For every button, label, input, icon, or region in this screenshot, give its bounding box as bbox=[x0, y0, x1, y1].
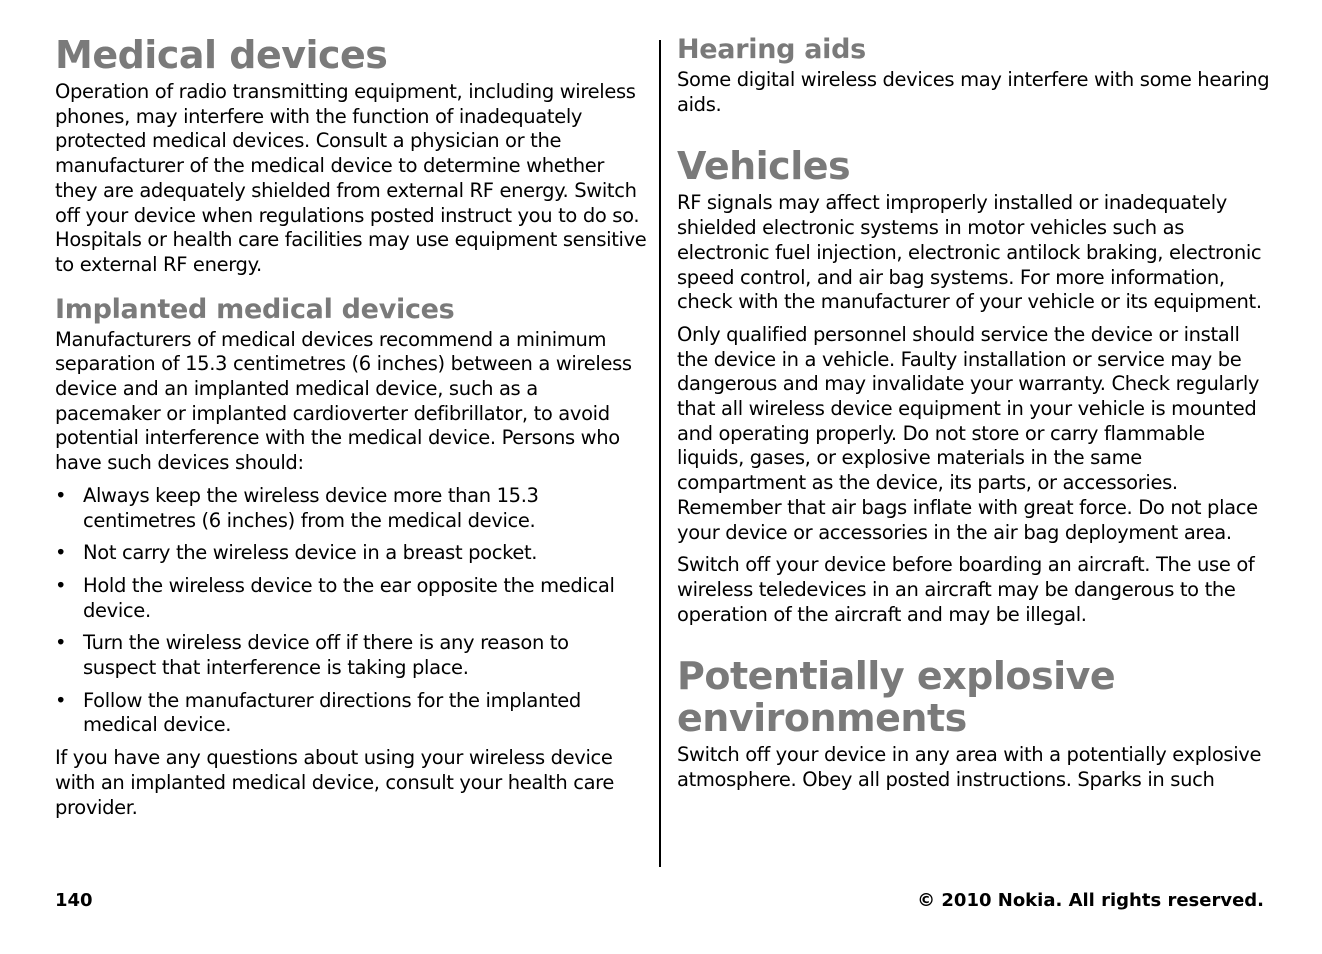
list-item-text: Not carry the wireless device in a breast pocket. bbox=[83, 541, 538, 565]
bullet-marker: • bbox=[55, 573, 67, 597]
list-item bbox=[55, 541, 647, 566]
closing-paragraph: If you have any questions about using your wireless device with an implanted medical device, consult your health care provider. bbox=[55, 746, 615, 819]
spacer bbox=[677, 315, 1272, 323]
page-number: 140 bbox=[55, 890, 93, 911]
list-item-text: Follow the manufacturer directions for the implanted medical device. bbox=[83, 688, 581, 737]
bullet-marker: • bbox=[55, 541, 67, 565]
spacer bbox=[677, 545, 1272, 553]
vehicles-paragraph-3: Switch off your device before boarding an aircraft. The use of wireless teledevices in an aircraft may be dangerous to the operation of the aircraft and may be illegal. bbox=[677, 553, 1255, 626]
spacer bbox=[677, 627, 1272, 655]
explosive-environments-paragraph: Switch off your device in any area with a potentially explosive atmosphere. Obey all posted instructions. Sparks in such bbox=[677, 743, 1262, 792]
vehicles-heading: Vehicles bbox=[677, 144, 851, 189]
bullet-marker: • bbox=[55, 688, 67, 712]
list-item bbox=[55, 484, 647, 533]
spacer bbox=[55, 278, 647, 294]
vehicles-paragraph-1: RF signals may affect improperly installed or inadequately shielded electronic systems in motor vehicles such as electronic fuel injection, electronic antilock braking, electronic speed control, and air bag systems. For more information, check with the manufacturer of your vehicle or its equipment. bbox=[677, 191, 1262, 314]
list-item-text: Turn the wireless device off if there is any reason to suspect that interference is taking place. bbox=[83, 631, 569, 680]
column-divider bbox=[659, 40, 661, 867]
list-item-text: Hold the wireless device to the ear opposite the medical device. bbox=[83, 573, 615, 622]
left-column bbox=[55, 34, 647, 820]
medical-devices-paragraph: Operation of radio transmitting equipment, including wireless phones, may interfere with the function of inadequately protected medical devices. Consult a physician or the manufacturer of the medical device to determine whether they are adequately shielded from external RF energy. Switch off your device when regulations posted instruct you to do so. Hospitals or health care facilities may use equipment sensitive to external RF energy. bbox=[55, 80, 647, 276]
bullet-marker: • bbox=[55, 631, 67, 655]
implanted-devices-heading: Implanted medical devices bbox=[55, 293, 455, 325]
list-item-text: Always keep the wireless device more than 15.3 centimetres (6 inches) from the medical device. bbox=[83, 483, 539, 532]
right-column bbox=[677, 34, 1272, 793]
copyright-notice: © 2010 Nokia. All rights reserved. bbox=[917, 890, 1264, 911]
list-item bbox=[55, 574, 647, 623]
hearing-aids-paragraph: Some digital wireless devices may interfere with some hearing aids. bbox=[677, 68, 1270, 116]
precautions-list bbox=[55, 484, 647, 738]
implanted-devices-paragraph: Manufacturers of medical devices recommend a minimum separation of 15.3 centimetres (6 inches) between a wireless device and an implanted medical device, such as a pacemaker or implanted cardioverter defibrillator, to avoid potential interference with the medical device. Persons who have such devices should: bbox=[55, 327, 632, 475]
vehicles-paragraph-2: Only qualified personnel should service the device or install the device in a vehicle. Faulty installation or service may be dangerous and may invalidate your warranty. Check regularly that all wireless device equipment in your vehicle is mounted and operating properly. Do not store or carry flammable liquids, gases, or explosive materials in the same compartment as the device, its parts, or accessories. Remember that air bags inflate with great force. Do not place your device or accessories in the air bag deployment area. bbox=[677, 322, 1260, 544]
hearing-aids-heading: Hearing aids bbox=[677, 34, 866, 65]
bullet-marker: • bbox=[55, 483, 67, 507]
list-item bbox=[55, 631, 647, 680]
explosive-environments-heading: Potentially explosive environments bbox=[677, 654, 1116, 741]
spacer bbox=[677, 117, 1272, 145]
list-item bbox=[55, 689, 647, 738]
medical-devices-heading: Medical devices bbox=[55, 33, 388, 77]
